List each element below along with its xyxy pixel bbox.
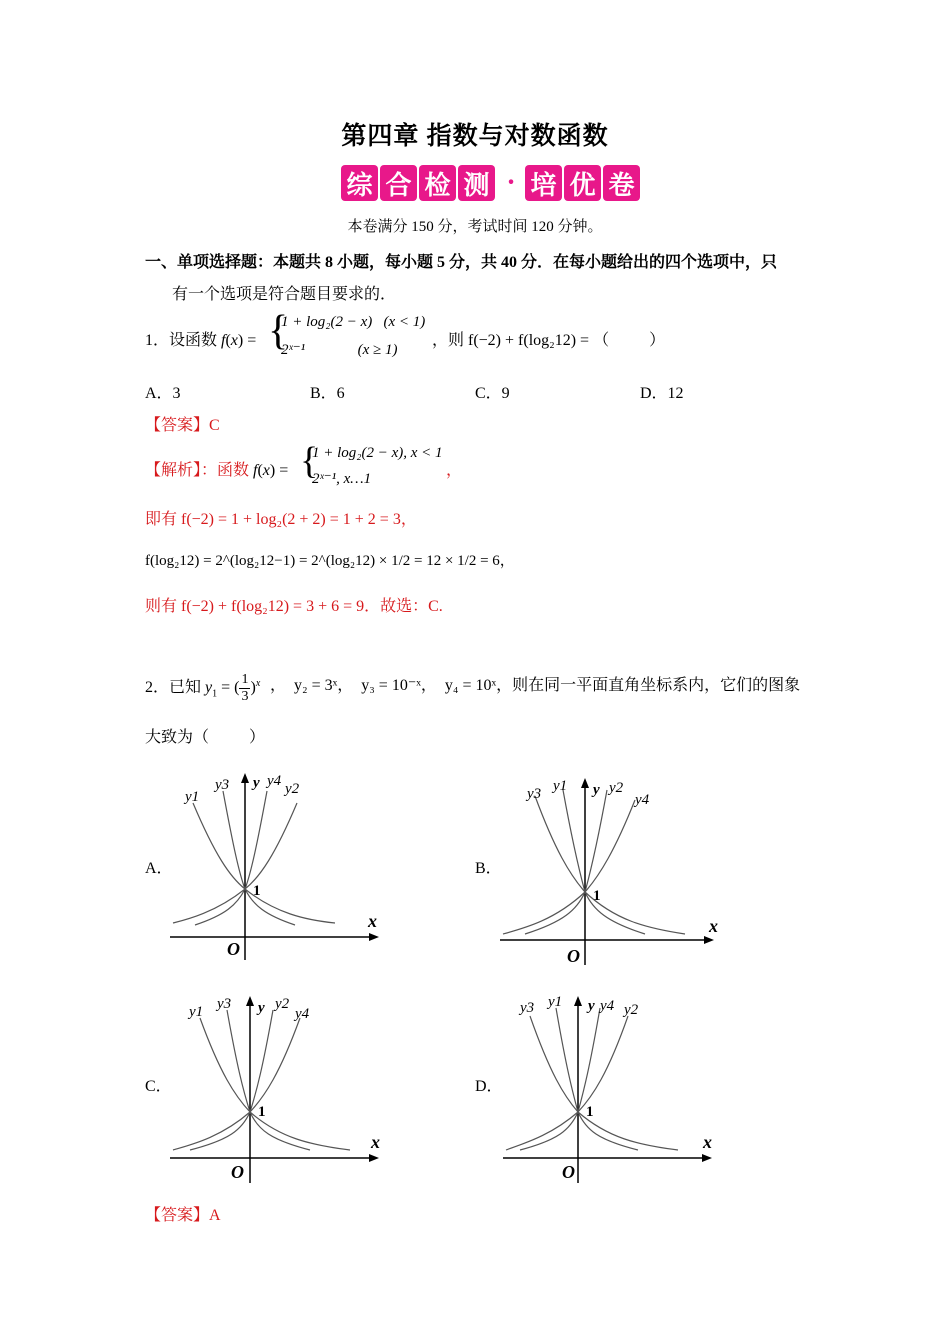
banner-char: 优 <box>564 165 601 201</box>
banner-char: 测 <box>458 165 495 201</box>
q1-analysis-label: 【解析】：函数 f(x) = <box>145 462 289 479</box>
q1-step2: f(log₂12) = 2^(log₂12−1) = 2^(log₂12) × 1/2 = 12 × 1/2 = 6， <box>145 553 515 569</box>
q1-analysis-label-text: 【解析】：函数 <box>145 462 250 479</box>
section-heading-line2: 有一个选项是符合题目要求的． <box>172 286 397 303</box>
graph-a-label-4: y2 <box>285 781 300 797</box>
banner-char: 综 <box>341 165 378 201</box>
graph-b-origin: O <box>567 946 580 966</box>
graph-a-label-3: y4 <box>267 773 282 789</box>
graph-c-label-2: y <box>258 1000 265 1016</box>
q1-question: ，则 f(−2) + f(log₂12) = （ ） <box>432 332 666 349</box>
graph-d-x-label: x <box>703 1132 712 1152</box>
q2-option-c: C． <box>145 1078 172 1095</box>
graph-b-label-3: y2 <box>609 780 624 796</box>
banner-dot: · <box>506 167 516 198</box>
banner-char: 合 <box>380 165 417 201</box>
graph-c-origin: O <box>231 1162 244 1182</box>
graph-a-label-0: y1 <box>185 789 200 805</box>
graph-d-one: 1 <box>586 1104 594 1120</box>
section-heading-line1: 一、单项选择题：本题共 8 小题，每小题 5 分，共 40 分．在每小题给出的四个选项中，只 <box>145 254 778 271</box>
q2-line1-prefix: 2．已知 $y_1$ = ( $\frac{1}{3}$ )$^x$ <box>145 672 261 704</box>
q2-graph-c <box>165 988 395 1188</box>
graph-a-one: 1 <box>253 883 261 899</box>
graph-b-label-2: y <box>593 782 600 798</box>
graph-c-one: 1 <box>258 1104 266 1120</box>
q1-analysis-comma: ， <box>446 462 463 479</box>
graph-c-label-0: y1 <box>189 1004 204 1020</box>
q2-option-a: A． <box>145 860 173 877</box>
q2-option-d: D． <box>475 1078 503 1095</box>
q1-analysis-case1: 1 + log₂(2 − x), x < 1 <box>312 445 443 461</box>
q2-answer-value: A <box>209 1207 221 1224</box>
q1-prefix: 1．设函数 f(x) = <box>145 332 257 349</box>
banner-char: 培 <box>525 165 562 201</box>
graph-a-origin: O <box>227 939 240 959</box>
graph-a-label-2: y <box>253 775 260 791</box>
q2-option-b: B． <box>475 860 502 877</box>
graph-b-label-0: y3 <box>527 786 542 802</box>
q1-case2: 2ˣ⁻¹ (x ≥ 1) <box>281 342 398 358</box>
q1-answer-label: 【答案】 <box>145 417 210 434</box>
q1-analysis-brace: { <box>300 440 319 482</box>
q1-option-c: C．9 <box>475 385 510 402</box>
graph-b-label-1: y1 <box>553 778 568 794</box>
graph-b-label-4: y4 <box>635 792 650 808</box>
q1-answer-value: C <box>209 417 220 434</box>
q1-prefix-text: 1．设函数 <box>145 332 218 349</box>
q2-prefix-text: 2．已知 <box>145 679 202 697</box>
graph-c-x-label: x <box>371 1132 380 1152</box>
graph-c-label-4: y4 <box>295 1006 310 1022</box>
q2-line1-rest: ， y₂ = 3ˣ， y₃ = 10⁻ˣ， y₄ = 10ˣ，则在同一平面直角坐标系内，它们的图象 <box>270 677 801 694</box>
graph-d-label-4: y2 <box>624 1002 639 1018</box>
graph-d-label-1: y1 <box>548 994 563 1010</box>
q1-option-d: D．12 <box>640 385 684 402</box>
q1-option-a: A．3 <box>145 385 181 402</box>
graph-b-x-label: x <box>709 916 718 936</box>
graph-d-origin: O <box>562 1162 575 1182</box>
q2-graph-d <box>498 988 728 1188</box>
paper-banner <box>341 163 642 203</box>
q1-step1: 即有 f(−2) = 1 + log₂(2 + 2) = 1 + 2 = 3， <box>145 511 417 528</box>
q1-fx: f <box>221 332 226 349</box>
graph-d-label-3: y4 <box>600 998 615 1014</box>
q1-answer <box>145 412 220 435</box>
page-title: 第四章 指数与对数函数 <box>341 123 609 150</box>
q2-answer <box>145 1202 221 1225</box>
q1-option-b: B．6 <box>310 385 345 402</box>
banner-char: 卷 <box>603 165 640 201</box>
graph-d-label-0: y3 <box>520 1000 535 1016</box>
graph-b-one: 1 <box>593 888 601 904</box>
q2-line2: 大致为（ ） <box>145 729 266 746</box>
q1-brace: { <box>268 308 289 354</box>
q2-graph-b <box>495 770 730 970</box>
graph-d-label-2: y <box>588 998 595 1014</box>
graph-c-label-1: y3 <box>217 996 232 1012</box>
q1-case1: 1 + log₂(2 − x) (x < 1) <box>281 314 426 330</box>
q1-step3: 则有 f(−2) + f(log₂12) = 3 + 6 = 9．故选：C. <box>145 598 443 615</box>
graph-a-label-1: y3 <box>215 777 230 793</box>
banner-char: 检 <box>419 165 456 201</box>
exam-note: 本卷满分 150 分，考试时间 120 分钟。 <box>347 219 603 235</box>
q2-graph-a <box>165 765 395 965</box>
q2-answer-label: 【答案】 <box>145 1207 210 1224</box>
graph-a-x-label: x <box>368 911 377 931</box>
q1-analysis-case2: 2ˣ⁻¹, x…1 <box>312 471 372 487</box>
graph-c-label-3: y2 <box>275 996 290 1012</box>
